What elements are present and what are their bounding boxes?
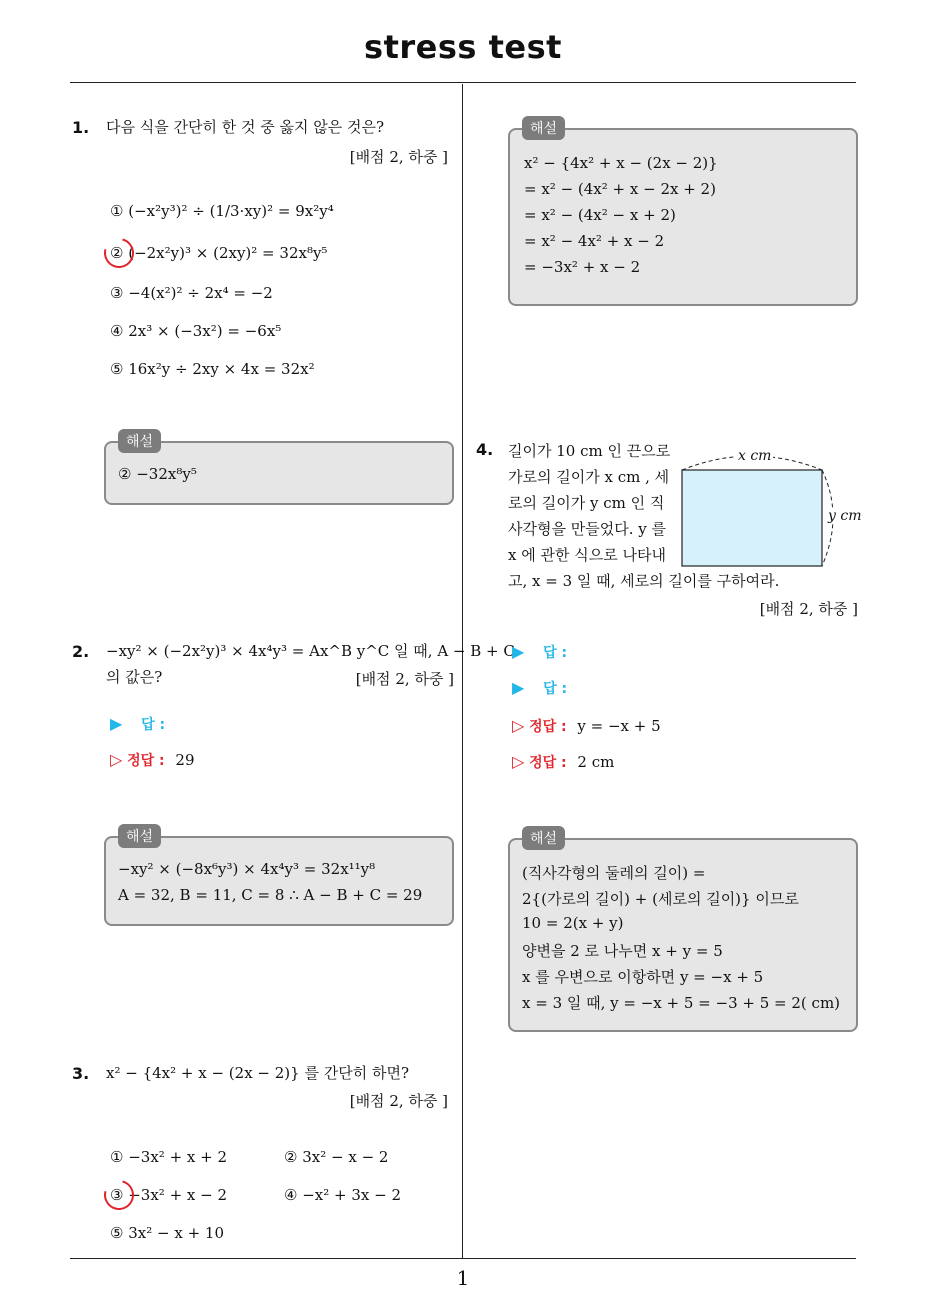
correct-label: 정답 : [529, 719, 567, 735]
question-1-option-4[interactable]: ④ 2x³ × (−3x²) = −6x⁵ [110, 322, 282, 340]
question-3-number: 3. [72, 1064, 90, 1083]
question-4-meta: [배점 2, 하중 ] [759, 600, 858, 618]
figure-label-width: x cm [738, 448, 772, 464]
explanation-line: 양변을 2 로 나누면 x + y = 5 [522, 942, 723, 960]
question-1-number: 1. [72, 118, 90, 137]
question-3-option-3[interactable]: ③ −3x² + x − 2 [110, 1186, 228, 1204]
question-4-text-line: 고, x = 3 일 때, 세로의 길이를 구하여라. [508, 572, 780, 590]
question-4-correct-row-1 [512, 716, 661, 736]
correct-value: y = −x + 5 [577, 717, 661, 735]
selected-answer-circle [99, 1175, 140, 1216]
question-4-correct-row-2 [512, 752, 614, 772]
question-3-option-1[interactable]: ① −3x² + x + 2 [110, 1148, 228, 1166]
answer-label: 답 : [543, 645, 568, 661]
question-3-option-5[interactable]: ⑤ 3x² − x + 10 [110, 1224, 224, 1242]
selected-answer-circle [99, 233, 140, 274]
question-2-answer-row[interactable] [110, 714, 165, 734]
explanation-line: x = 3 일 때, y = −x + 5 = −3 + 5 = 2( cm) [522, 994, 841, 1012]
footer-divider [70, 1258, 856, 1259]
explanation-line: = x² − (4x² + x − 2x + 2) [524, 180, 716, 198]
outline-triangle-icon: ▷ [512, 716, 525, 735]
explanation-line: = −3x² + x − 2 [524, 258, 641, 276]
figure-label-height: y cm [828, 508, 862, 524]
column-divider [462, 84, 463, 1258]
answer-label: 답 : [543, 681, 568, 697]
question-4-answer-row-2[interactable] [512, 678, 567, 698]
question-2-explanation-box [104, 836, 454, 926]
question-4-explanation-box [508, 838, 858, 1032]
explanation-line: −xy² × (−8x⁶y³) × 4x⁴y³ = 32x¹¹y⁸ [118, 860, 376, 878]
page-title: stress test [364, 28, 562, 66]
question-3-text: x² − {4x² + x − (2x − 2)} 를 간단히 하면? [106, 1064, 409, 1082]
filled-triangle-icon: ▶ [512, 642, 525, 661]
correct-value: 2 cm [577, 753, 615, 771]
correct-label: 정답 : [529, 755, 567, 771]
explanation-line: 10 = 2(x + y) [522, 914, 624, 932]
answer-label: 답 : [141, 717, 166, 733]
explanation-tag: 해설 [522, 826, 565, 850]
filled-triangle-icon: ▶ [512, 678, 525, 697]
question-3-option-2[interactable]: ② 3x² − x − 2 [284, 1148, 389, 1166]
explanation-line: 2{(가로의 길이) + (세로의 길이)} 이므로 [522, 890, 799, 908]
outline-triangle-icon: ▷ [110, 750, 123, 769]
explanation-line: (직사각형의 둘레의 길이) = [522, 864, 706, 882]
question-4-answer-row-1[interactable] [512, 642, 567, 662]
question-1-option-5[interactable]: ⑤ 16x²y ÷ 2xy × 4x = 32x² [110, 360, 315, 378]
header-divider [70, 82, 856, 83]
question-4-text-line: 가로의 길이가 x cm , 세 [508, 468, 670, 486]
question-3-meta: [배점 2, 하중 ] [349, 1092, 448, 1110]
question-4-text-line: 로의 길이가 y cm 인 직 [508, 494, 665, 512]
question-2-text-line2: 의 값은? [106, 668, 163, 686]
question-3-option-4[interactable]: ④ −x² + 3x − 2 [284, 1186, 402, 1204]
question-4-text-line: 길이가 10 cm 인 끈으로 [508, 442, 671, 460]
question-4-text-line: x 에 관한 식으로 나타내 [508, 546, 666, 564]
explanation-tag: 해설 [118, 429, 161, 453]
question-4-text-line: 사각형을 만들었다. y 를 [508, 520, 666, 538]
question-2-correct-row [110, 750, 195, 770]
filled-triangle-icon: ▶ [110, 714, 123, 733]
question-4-number: 4. [476, 440, 494, 459]
outline-triangle-icon: ▷ [512, 752, 525, 771]
question-1-option-1[interactable]: ① (−x²y³)² ÷ (1/3·xy)² = 9x²y⁴ [110, 202, 334, 220]
explanation-line: ② −32x⁸y⁵ [118, 465, 197, 483]
question-1-option-2[interactable]: ② (−2x²y)³ × (2xy)² = 32x⁸y⁵ [110, 244, 328, 262]
page-number: 1 [456, 1266, 470, 1290]
question-3-explanation-box [508, 128, 858, 306]
correct-value: 29 [175, 751, 195, 769]
explanation-tag: 해설 [522, 116, 565, 140]
question-1-option-3[interactable]: ③ −4(x²)² ÷ 2x⁴ = −2 [110, 284, 273, 302]
question-2-meta: [배점 2, 하중 ] [355, 670, 454, 688]
question-2-number: 2. [72, 642, 90, 661]
explanation-line: = x² − (4x² − x + 2) [524, 206, 676, 224]
question-1-meta: [배점 2, 하중 ] [349, 148, 448, 166]
explanation-line: A = 32, B = 11, C = 8 ∴ A − B + C = 29 [118, 886, 423, 904]
question-1-text: 다음 식을 간단히 한 것 중 옳지 않은 것은? [106, 118, 385, 136]
question-2-text-line1: −xy² × (−2x²y)³ × 4x⁴y³ = Ax^B y^C 일 때, A − B + C [106, 642, 515, 660]
explanation-line: x 를 우변으로 이항하면 y = −x + 5 [522, 968, 764, 986]
explanation-tag: 해설 [118, 824, 161, 848]
explanation-line: = x² − 4x² + x − 2 [524, 232, 665, 250]
correct-label: 정답 : [127, 753, 165, 769]
explanation-line: x² − {4x² + x − (2x − 2)} [524, 154, 718, 172]
